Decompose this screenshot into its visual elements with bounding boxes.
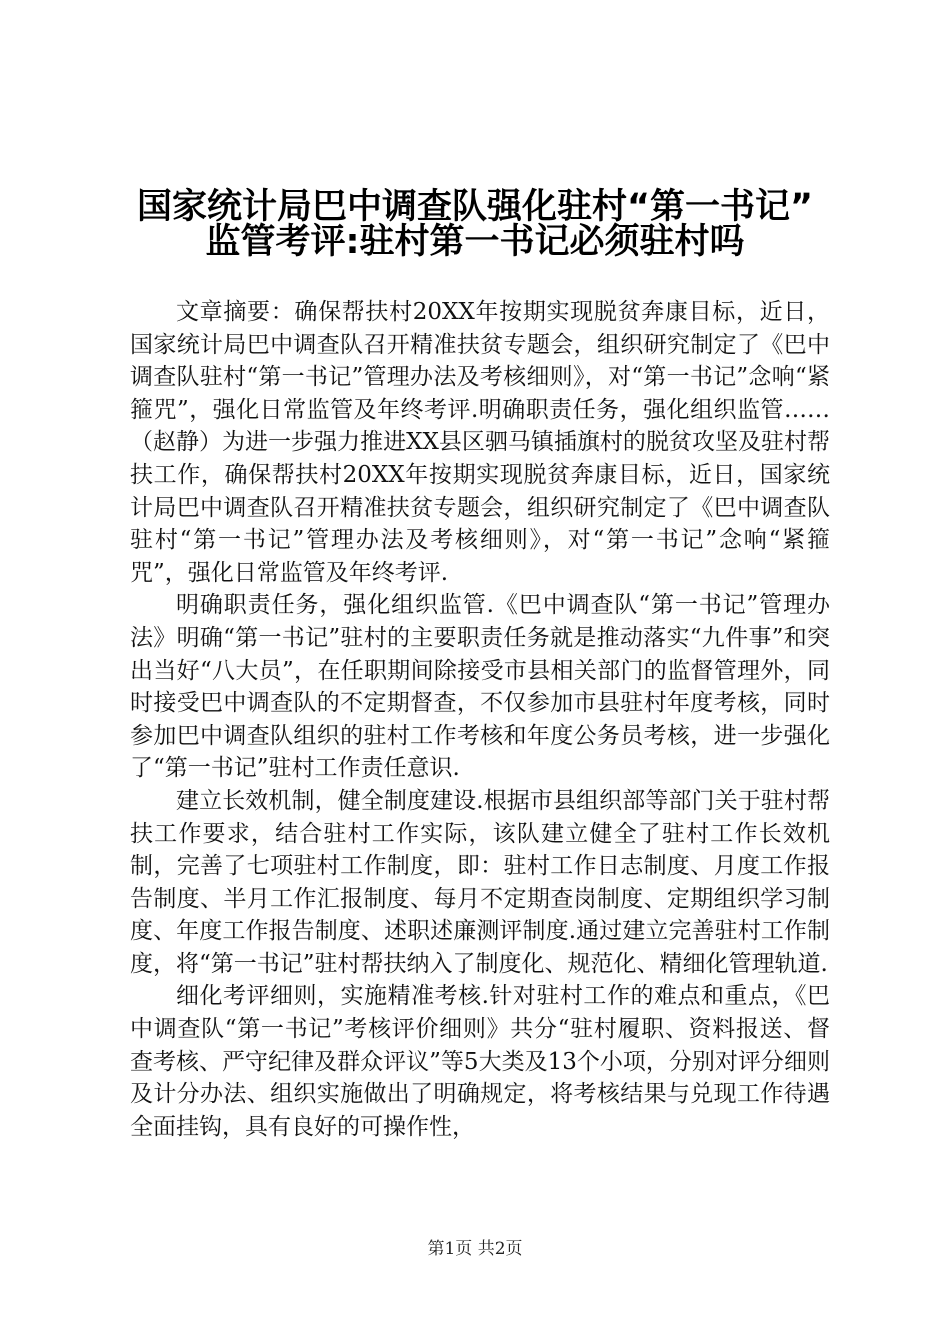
paragraph-mechanism: 建立长效机制，健全制度建设.根据市县组织部等部门关于驻村帮扶工作要求，结合驻村工作实际，该队建立健全了驻村工作长效机制，完善了七项驻村工作制度，即：驻村工作日志制度、月度工作报告制度、半月工作汇报制度、每月不定期查岗制度、定期组织学习制度、年度工作报告制度、述职述廉测评制度.通过建立完善驻村工作制度，将“第一书记”驻村帮扶纳入了制度化、规范化、精细化管理轨道. [130, 787, 830, 977]
paragraph-abstract: 文章摘要：确保帮扶村20XX年按期实现脱贫奔康目标，近日，国家统计局巴中调查队召开精准扶贫专题会，组织研究制定了《巴中调查队驻村“第一书记”管理办法及考核细则》，对“第一书记”念响“紧箍咒”，强化日常监管及年终考评.明确职责任务，强化组织监管……（赵静）为进一步强力推进XX县区驷马镇插旗村的脱贫攻坚及驻村帮扶工作，确保帮扶村20XX年按期实现脱贫奔康目标，近日，国家统计局巴中调查队召开精准扶贫专题会，组织研究制定了《巴中调查队驻村“第一书记”管理办法及考核细则》，对“第一书记”念响“紧箍咒”，强化日常监管及年终考评. [130, 299, 830, 586]
document-title-line-1: 国家统计局巴中调查队强化驻村“第一书记” [136, 187, 813, 227]
page-number-footer: 第1页 共2页 [427, 1239, 523, 1259]
paragraph-assessment: 细化考评细则，实施精准考核.针对驻村工作的难点和重点，《巴中调查队“第一书记”考核评价细则》共分“驻村履职、资料报送、督查考核、严守纪律及群众评议”等5大类及13个小项，分别对评分细则及计分办法、组织实施做出了明确规定，将考核结果与兑现工作待遇全面挂钩，具有良好的可操作性， [130, 983, 830, 1140]
document-body [130, 296, 830, 1143]
document-title-line-2: 监管考评:驻村第一书记必须驻村吗 [205, 222, 745, 262]
paragraph-responsibilities: 明确职责任务，强化组织监管.《巴中调查队“第一书记”管理办法》明确“第一书记”驻村的主要职责任务就是推动落实“九件事”和突出当好“八大员”，在任职期间除接受市县相关部门的监督管理外，同时接受巴中调查队的不定期督查，不仅参加市县驻村年度考核，同时参加巴中调查队组织的驻村工作考核和年度公务员考核，进一步强化了“第一书记”驻村工作责任意识. [130, 592, 830, 782]
